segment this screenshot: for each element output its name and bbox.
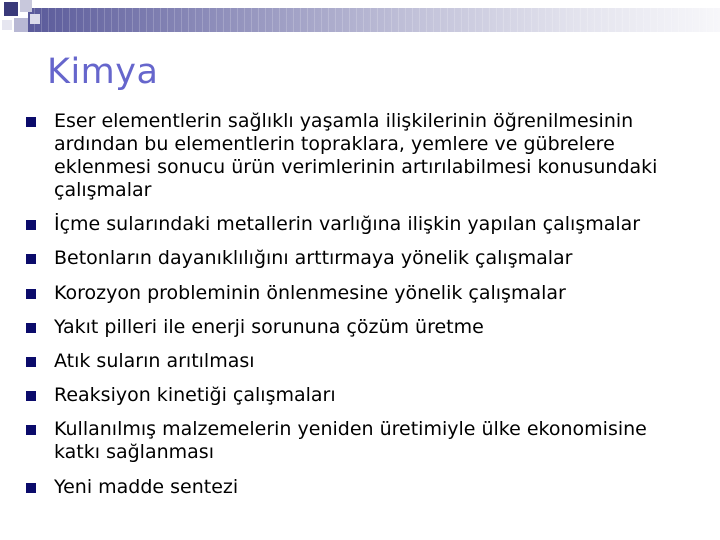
list-item-text: Eser elementlerin sağlıklı yaşamla ilişkilerinin öğrenilmesinin ardından bu elementlerin topraklara, yemlere ve gübrelere eklenmesi sonucu ürün verimlerinin artırılabilmesi konusundaki çalışmalar xyxy=(54,110,658,201)
list-item-text: İçme sularındaki metallerin varlığına ilişkin yapılan çalışmalar xyxy=(54,213,641,236)
header-decoration-stripes xyxy=(28,8,720,32)
square-bullet-icon xyxy=(26,254,36,264)
slide-title: Kimya xyxy=(47,52,159,92)
square-bullet-icon xyxy=(26,357,36,367)
corner-square-light xyxy=(14,18,28,32)
list-item-text: Korozyon probleminin önlenmesine yönelik çalışmalar xyxy=(54,281,566,304)
list-item xyxy=(26,247,696,270)
list-item xyxy=(26,476,696,499)
list-item-text: Atık suların arıtılması xyxy=(54,349,255,372)
list-item-text: Betonların dayanıklılığını arttırmaya yönelik çalışmalar xyxy=(54,247,573,270)
list-item-text: Kullanılmış malzemelerin yeniden üretimiyle ülke ekonomisine katkı sağlanması xyxy=(54,418,647,464)
list-item xyxy=(26,282,696,305)
square-bullet-icon xyxy=(26,220,36,230)
corner-square-mid xyxy=(20,0,32,12)
list-item-text: Reaksiyon kinetiği çalışmaları xyxy=(54,384,336,407)
list-item xyxy=(26,418,696,464)
list-item-text: Yakıt pilleri ile enerji sorununa çözüm üretme xyxy=(54,315,484,338)
list-item xyxy=(26,350,696,373)
list-item xyxy=(26,213,696,236)
corner-square-faint xyxy=(2,20,12,30)
square-bullet-icon xyxy=(26,425,36,435)
corner-decoration xyxy=(0,0,60,50)
list-item-text: Yeni madde sentezi xyxy=(54,475,239,498)
list-item xyxy=(26,110,696,202)
square-bullet-icon xyxy=(26,289,36,299)
square-bullet-icon xyxy=(26,323,36,333)
square-bullet-icon xyxy=(26,391,36,401)
square-bullet-icon xyxy=(26,483,36,493)
corner-square-small xyxy=(30,14,40,24)
bullet-list xyxy=(26,110,696,510)
list-item xyxy=(26,384,696,407)
list-item xyxy=(26,316,696,339)
square-bullet-icon xyxy=(26,117,36,127)
corner-square-dark xyxy=(4,2,18,16)
